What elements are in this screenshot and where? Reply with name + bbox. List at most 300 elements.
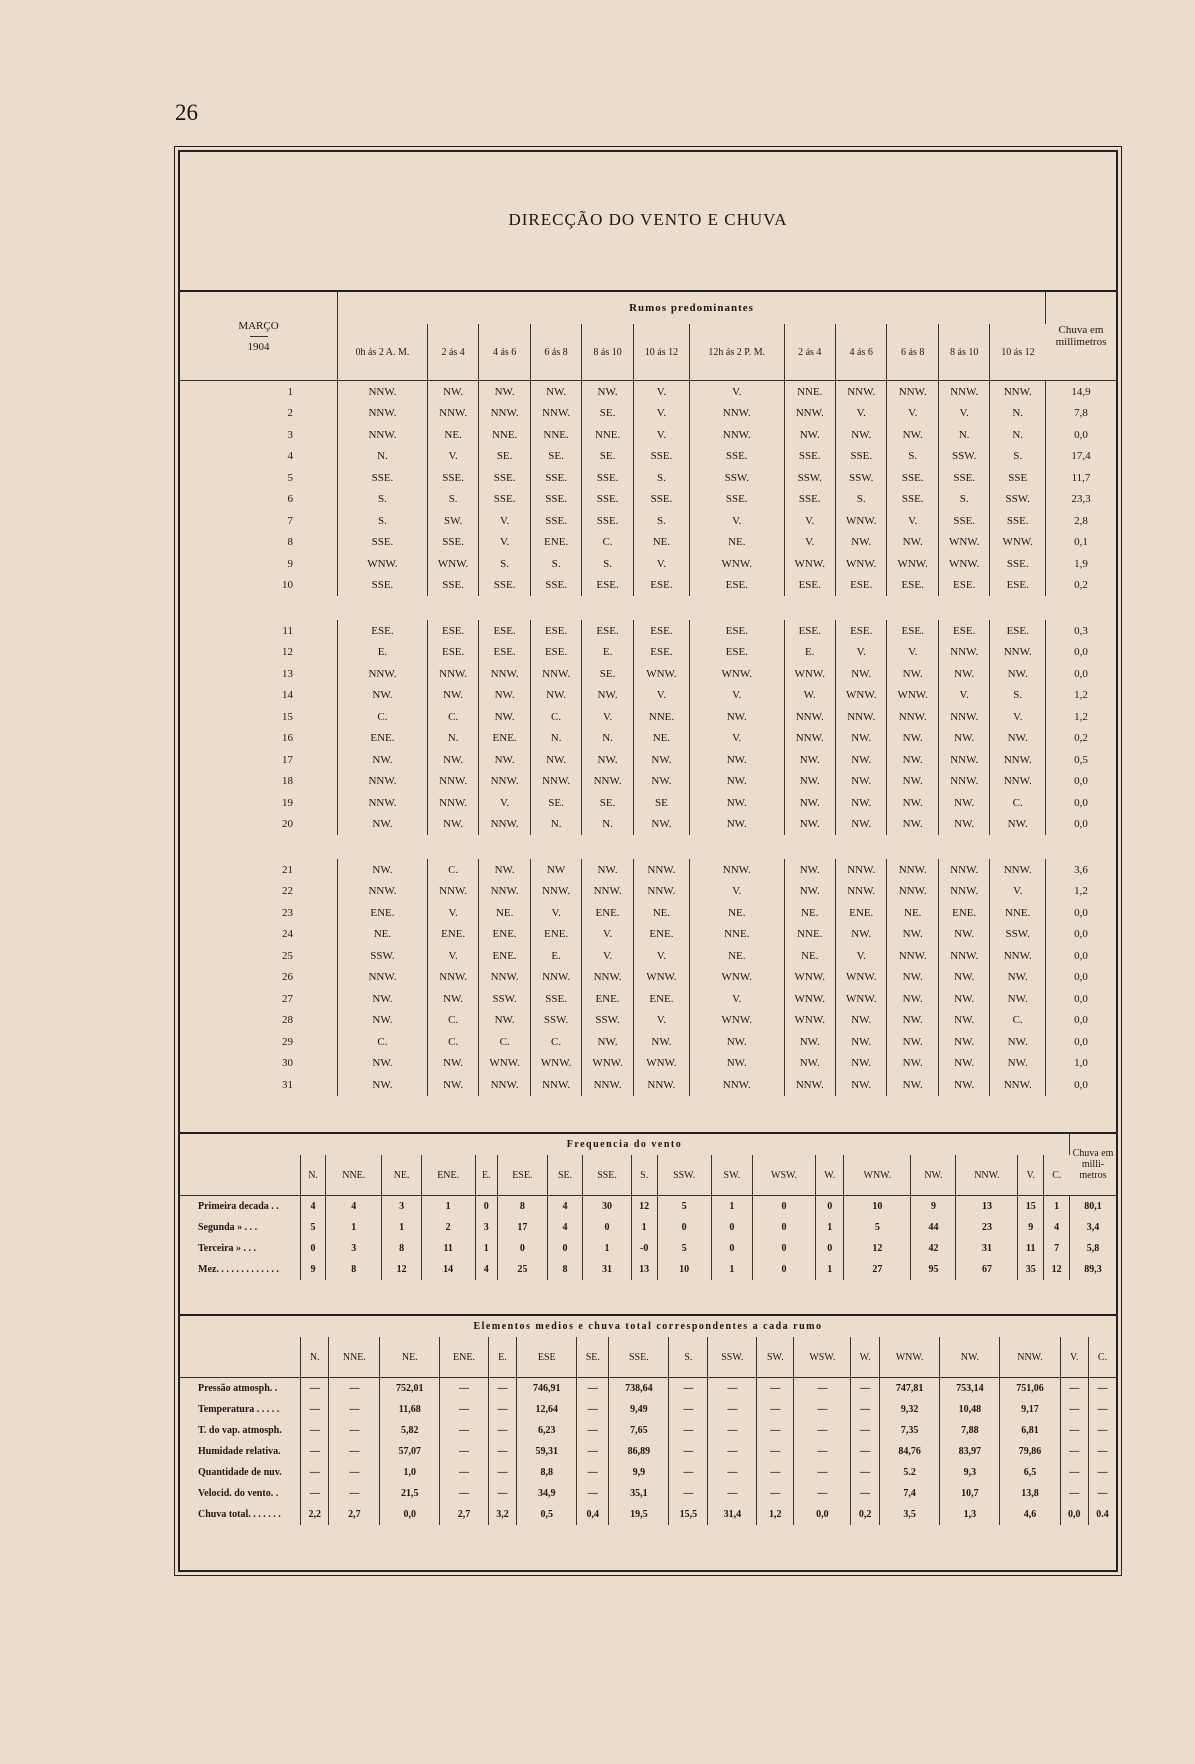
direction-cell: NW. [784, 792, 835, 814]
table-row [180, 685, 1116, 707]
direction-cell: ESE. [784, 620, 835, 642]
elem-col-header: ENE. [440, 1337, 488, 1378]
direction-cell: NW. [835, 1010, 886, 1032]
direction-cell: NW. [784, 771, 835, 793]
elem-cell: 7,4 [879, 1483, 940, 1504]
elem-cell: — [488, 1441, 516, 1462]
direction-cell: ESE. [582, 575, 633, 597]
elem-cell: — [329, 1441, 380, 1462]
direction-cell: NW. [887, 663, 938, 685]
direction-cell: NE. [633, 902, 689, 924]
direction-cell: NE. [784, 902, 835, 924]
elem-corner [180, 1337, 301, 1378]
elem-cell: — [440, 1399, 488, 1420]
freq-cell: 1 [711, 1196, 752, 1218]
elem-cell: — [1060, 1399, 1088, 1420]
direction-cell: S. [582, 553, 633, 575]
day-cell: 23 [180, 902, 338, 924]
direction-cell: SSE. [427, 532, 478, 554]
table-row [180, 814, 1116, 836]
row-label: Temperatura . . . . . [180, 1399, 301, 1420]
direction-cell: NNW. [530, 663, 581, 685]
direction-cell: V. [479, 532, 530, 554]
direction-cell: SSE. [530, 489, 581, 511]
direction-cell: SSE. [835, 446, 886, 468]
elem-cell: — [1097, 1467, 1108, 1478]
direction-cell: NNW. [633, 881, 689, 903]
direction-cell: C. [990, 1010, 1046, 1032]
elem-col-header: NNE. [329, 1337, 380, 1378]
direction-cell: V. [479, 792, 530, 814]
direction-cell: SSE. [338, 575, 428, 597]
freq-col-header: C. [1044, 1155, 1070, 1196]
direction-cell: WNW. [582, 1053, 633, 1075]
freq-col-header: W. [816, 1155, 844, 1196]
direction-cell: NW. [338, 859, 428, 881]
direction-cell: WNW. [633, 663, 689, 685]
page-number: 26 [175, 100, 198, 125]
elem-cell: 86,89 [609, 1441, 669, 1462]
direction-cell: N. [582, 728, 633, 750]
direction-cell: WNW. [427, 553, 478, 575]
elem-cell: — [794, 1378, 851, 1400]
day-cell: 19 [180, 792, 338, 814]
elem-cell: — [851, 1441, 879, 1462]
elem-cell: — [577, 1378, 609, 1400]
direction-cell: NW. [784, 881, 835, 903]
elem-cell: — [301, 1378, 329, 1400]
elem-cell: 9,49 [609, 1399, 669, 1420]
direction-cell: WNW. [835, 510, 886, 532]
direction-cell: SE. [582, 446, 633, 468]
day-cell: 6 [180, 489, 338, 511]
direction-cell: V. [690, 381, 784, 403]
direction-cell: ENE. [530, 924, 581, 946]
direction-cell: NW. [938, 1053, 989, 1075]
direction-cell: SSW. [990, 489, 1046, 511]
direction-cell: ESE. [990, 575, 1046, 597]
direction-cell: WNW. [887, 685, 938, 707]
direction-cell: NNW. [887, 381, 938, 403]
rain-cell: 1,0 [1074, 1057, 1088, 1070]
table-row [180, 902, 1116, 924]
elem-cell: 4,6 [1000, 1504, 1060, 1525]
freq-cell: 2 [421, 1217, 475, 1238]
table-row [180, 553, 1116, 575]
elem-cell: 7,65 [609, 1420, 669, 1441]
elem-col-header: NW. [940, 1337, 1000, 1378]
direction-cell: ESE. [633, 642, 689, 664]
direction-cell: V. [633, 381, 689, 403]
direction-cell: NNW. [582, 967, 633, 989]
freq-cell: 9 [1018, 1217, 1044, 1238]
elem-cell: — [440, 1378, 488, 1400]
elem-cell: 9,9 [609, 1462, 669, 1483]
direction-cell: NW. [887, 1010, 938, 1032]
elem-cell: — [757, 1420, 794, 1441]
direction-cell: NW. [479, 749, 530, 771]
direction-cell: V. [690, 728, 784, 750]
day-cell: 25 [180, 945, 338, 967]
direction-cell: NNW. [990, 1074, 1046, 1096]
freq-cell: 4 [547, 1196, 583, 1218]
direction-cell: NW. [530, 749, 581, 771]
direction-cell: NNW. [582, 771, 633, 793]
direction-cell: NNW. [479, 1074, 530, 1096]
elem-cell: 84,76 [879, 1441, 940, 1462]
direction-cell: S. [938, 489, 989, 511]
rain-cell: 0,5 [1074, 753, 1088, 766]
elem-cell: — [1097, 1404, 1108, 1415]
elem-cell: 21,5 [380, 1483, 440, 1504]
direction-cell: NW. [835, 792, 886, 814]
elem-cell: 2,2 [301, 1504, 329, 1525]
page-title: DIRECÇÃO DO VENTO E CHUVA [508, 210, 788, 229]
table-row [180, 967, 1116, 989]
direction-cell: NE. [887, 902, 938, 924]
direction-cell: NW. [835, 924, 886, 946]
elem-col-header: W. [851, 1337, 879, 1378]
direction-cell: WNW. [690, 553, 784, 575]
direction-cell: NNW. [479, 771, 530, 793]
table-row [180, 446, 1116, 468]
direction-cell: SSW. [582, 1010, 633, 1032]
direction-cell: NNW. [835, 881, 886, 903]
elem-cell: — [708, 1378, 757, 1400]
direction-cell: SSW. [530, 1010, 581, 1032]
elem-cell: 57,07 [380, 1441, 440, 1462]
elem-cell: — [329, 1399, 380, 1420]
elem-cell: 9,3 [940, 1462, 1000, 1483]
rain-cell: 3,6 [1074, 863, 1088, 876]
elem-cell: — [301, 1399, 329, 1420]
direction-cell: NNW. [479, 881, 530, 903]
direction-cell: WNW. [784, 967, 835, 989]
direction-cell: ENE. [479, 945, 530, 967]
elem-cell: — [1097, 1383, 1108, 1394]
direction-cell: NNW. [633, 1074, 689, 1096]
freq-col-header: NNE. [326, 1155, 382, 1196]
direction-cell: ESE. [633, 575, 689, 597]
freq-cell: 0 [711, 1238, 752, 1259]
freq-cell: 8 [382, 1238, 421, 1259]
elem-cell: 12,64 [517, 1399, 577, 1420]
freq-cell: 12 [631, 1196, 657, 1218]
direction-cell: V. [887, 642, 938, 664]
freq-col-header: ESE. [498, 1155, 548, 1196]
direction-cell: NW. [887, 988, 938, 1010]
direction-cell: NNW. [530, 1074, 581, 1096]
direction-cell: S. [633, 510, 689, 532]
day-cell: 4 [180, 446, 338, 468]
rain-cell: 0,0 [1074, 428, 1088, 441]
direction-cell: ESE. [690, 642, 784, 664]
elem-cell: 15,5 [669, 1504, 708, 1525]
elem-cell: — [851, 1420, 879, 1441]
freq-col-header: ENE. [421, 1155, 475, 1196]
direction-cell: V. [690, 510, 784, 532]
hour-header: 8 ás 10 [582, 324, 633, 381]
elem-col-header: N. [301, 1337, 329, 1378]
gap-cell [180, 596, 1116, 620]
direction-cell: NNW. [690, 403, 784, 425]
freq-col-header: NE. [382, 1155, 421, 1196]
direction-cell: V. [784, 532, 835, 554]
freq-col-header: SE. [547, 1155, 583, 1196]
table-row [180, 403, 1116, 425]
elem-cell: — [669, 1378, 708, 1400]
freq-col-header: S. [631, 1155, 657, 1196]
elem-cell: — [851, 1462, 879, 1483]
elements-title: Elementos medios e chuva total correspondentes a cada rumo [473, 1321, 823, 1332]
direction-cell: S. [479, 553, 530, 575]
day-cell: 26 [180, 967, 338, 989]
table-row [180, 988, 1116, 1010]
rumos-header: Rumos predominantes [338, 291, 1046, 324]
elem-cell: — [440, 1420, 488, 1441]
table-row [180, 510, 1116, 532]
freq-cell: 1 [475, 1238, 497, 1259]
freq-cell: 4 [301, 1196, 326, 1218]
freq-col-header: SSE. [583, 1155, 632, 1196]
direction-cell: NNE. [990, 902, 1046, 924]
day-cell: 31 [180, 1074, 338, 1096]
direction-cell: NW. [938, 967, 989, 989]
freq-cell: 30 [583, 1196, 632, 1218]
table-row [180, 642, 1116, 664]
elem-cell: 3,5 [879, 1504, 940, 1525]
freq-cell: 4 [547, 1217, 583, 1238]
direction-cell: ENE. [338, 902, 428, 924]
direction-cell: V. [784, 510, 835, 532]
direction-cell: ENE. [479, 728, 530, 750]
elem-cell: 11,68 [380, 1399, 440, 1420]
direction-cell: NW. [784, 749, 835, 771]
hour-header: 8 ás 10 [938, 324, 989, 381]
direction-cell: ESE. [938, 575, 989, 597]
direction-cell: ENE. [582, 988, 633, 1010]
rain-cell: 0,0 [1074, 1078, 1088, 1091]
direction-cell: NNW. [479, 403, 530, 425]
day-cell: 10 [180, 575, 338, 597]
direction-cell: N. [427, 728, 478, 750]
direction-cell: NW. [338, 1074, 428, 1096]
direction-cell: WNW. [690, 1010, 784, 1032]
rain-cell: 0,2 [1074, 732, 1088, 745]
direction-cell: ESE. [887, 575, 938, 597]
day-cell: 12 [180, 642, 338, 664]
elem-cell: 13,8 [1000, 1483, 1060, 1504]
freq-cell: 1 [583, 1238, 632, 1259]
direction-cell: NW. [784, 1031, 835, 1053]
direction-cell: NW. [427, 381, 478, 403]
direction-cell: SSE. [479, 489, 530, 511]
day-cell: 15 [180, 706, 338, 728]
direction-cell: ENE. [633, 988, 689, 1010]
freq-col-header: NNW. [956, 1155, 1018, 1196]
elem-col-header: V. [1060, 1337, 1088, 1378]
direction-cell: SSW. [990, 924, 1046, 946]
direction-cell: SSE. [990, 510, 1046, 532]
direction-cell: NE. [338, 924, 428, 946]
direction-cell: NW. [582, 1031, 633, 1053]
freq-cell: 8 [326, 1259, 382, 1280]
direction-cell: NW. [938, 988, 989, 1010]
freq-cell: 5 [657, 1196, 711, 1218]
elem-col-header: ESE [517, 1337, 577, 1378]
direction-cell: NW. [784, 424, 835, 446]
direction-cell: C. [990, 792, 1046, 814]
freq-col-header: SSW. [657, 1155, 711, 1196]
elem-cell: — [757, 1441, 794, 1462]
freq-cell: 3 [475, 1217, 497, 1238]
direction-cell: NNW. [582, 1074, 633, 1096]
direction-cell: WNW. [835, 988, 886, 1010]
row-label: Quantidade de nuv. [180, 1462, 301, 1483]
direction-cell: SSW. [690, 467, 784, 489]
direction-cell: NNE. [530, 424, 581, 446]
elem-col-header: SE. [577, 1337, 609, 1378]
direction-cell: SSE. [690, 446, 784, 468]
table-row [180, 1074, 1116, 1096]
frequency-header-row [180, 1155, 1116, 1196]
direction-cell: ESE. [338, 620, 428, 642]
freq-cell: 1 [711, 1259, 752, 1280]
direction-cell: NW. [338, 749, 428, 771]
direction-cell: SSE. [530, 988, 581, 1010]
elem-cell: — [669, 1399, 708, 1420]
direction-cell: NW. [938, 814, 989, 836]
rain-cell: 1,2 [1074, 689, 1088, 702]
direction-cell: NW. [530, 685, 581, 707]
elem-cell: 83,97 [940, 1441, 1000, 1462]
elem-cell: — [301, 1420, 329, 1441]
day-cell: 22 [180, 881, 338, 903]
direction-cell: NE. [690, 945, 784, 967]
direction-cell: NW [530, 859, 581, 881]
direction-cell: NNW. [990, 945, 1046, 967]
direction-cell: NW. [887, 967, 938, 989]
direction-cell: NNE. [633, 706, 689, 728]
direction-cell: SSE. [582, 510, 633, 532]
freq-cell: 1 [421, 1196, 475, 1218]
table-row [180, 1462, 1116, 1483]
direction-cell: NNW. [427, 771, 478, 793]
elements-table [180, 1314, 1116, 1525]
table-row [180, 663, 1116, 685]
hour-header: 2 ás 4 [427, 324, 478, 381]
direction-cell: NW. [990, 728, 1046, 750]
direction-cell: V. [690, 685, 784, 707]
freq-col-header: V. [1018, 1155, 1044, 1196]
elem-cell: — [488, 1399, 516, 1420]
direction-cell: NW. [338, 814, 428, 836]
table-row [180, 706, 1116, 728]
direction-cell: NW. [835, 424, 886, 446]
direction-cell: V. [990, 881, 1046, 903]
elem-cell: — [1097, 1446, 1108, 1457]
direction-cell: NW. [887, 1031, 938, 1053]
direction-cell: NW. [990, 663, 1046, 685]
elem-cell: — [329, 1420, 380, 1441]
freq-cell: 1 [326, 1217, 382, 1238]
hour-header: 4 ás 6 [835, 324, 886, 381]
freq-cell: 4 [1044, 1217, 1070, 1238]
direction-cell: SSE. [427, 575, 478, 597]
freq-cell: 0 [816, 1196, 844, 1218]
table-row [180, 1441, 1116, 1462]
direction-cell: NW. [690, 771, 784, 793]
direction-cell: NNW. [530, 771, 581, 793]
direction-cell: C. [582, 532, 633, 554]
row-label: Velocid. do vento. . [180, 1483, 301, 1504]
freq-cell: 0 [752, 1217, 815, 1238]
elem-cell: — [1097, 1488, 1108, 1499]
elem-cell: — [488, 1420, 516, 1441]
direction-cell: ESE. [835, 575, 886, 597]
freq-cell: 44 [911, 1217, 956, 1238]
table-row [180, 424, 1116, 446]
elem-cell: 79,86 [1000, 1441, 1060, 1462]
direction-cell: SSE. [582, 467, 633, 489]
direction-cell: S. [338, 489, 428, 511]
freq-cell: 15 [1018, 1196, 1044, 1218]
direction-cell: NNW. [990, 859, 1046, 881]
direction-cell: NW. [690, 706, 784, 728]
direction-cell: W. [784, 685, 835, 707]
direction-cell: NNW. [938, 771, 989, 793]
direction-cell: C. [530, 706, 581, 728]
elem-cell: — [1060, 1462, 1088, 1483]
direction-cell: SSE. [887, 489, 938, 511]
direction-cell: ESE. [887, 620, 938, 642]
elem-cell: — [669, 1441, 708, 1462]
rain-cell: 17,4 [1071, 450, 1091, 463]
rain-cell: 0,0 [1074, 971, 1088, 984]
direction-cell: S. [338, 510, 428, 532]
day-cell: 16 [180, 728, 338, 750]
freq-cell: 0 [475, 1196, 497, 1218]
direction-cell: SSE. [530, 467, 581, 489]
elem-cell: 752,01 [380, 1378, 440, 1400]
direction-cell: E. [338, 642, 428, 664]
direction-cell: NNW. [784, 706, 835, 728]
direction-cell: NW. [784, 1053, 835, 1075]
row-label: Humidade relativa. [180, 1441, 301, 1462]
rain-cell: 0,0 [1074, 949, 1088, 962]
day-cell: 11 [180, 620, 338, 642]
elem-cell: — [1097, 1425, 1108, 1436]
table-row [180, 489, 1116, 511]
elem-cell: 1,2 [757, 1504, 794, 1525]
direction-cell: NW. [582, 859, 633, 881]
direction-cell: E. [784, 642, 835, 664]
rain-cell: 0,0 [1074, 906, 1088, 919]
direction-cell: SW. [427, 510, 478, 532]
direction-cell: NW. [479, 859, 530, 881]
freq-cell: 0 [301, 1238, 326, 1259]
direction-cell: NW. [690, 749, 784, 771]
elem-cell: — [1060, 1441, 1088, 1462]
hour-header: 0h ás 2 A. M. [338, 324, 428, 381]
direction-cell: NW. [633, 1031, 689, 1053]
freq-cell: 12 [844, 1238, 911, 1259]
direction-cell: NNW. [887, 859, 938, 881]
freq-cell: 1 [816, 1217, 844, 1238]
freq-cell: 9 [911, 1196, 956, 1218]
direction-cell: NW. [887, 532, 938, 554]
elem-cell: — [851, 1399, 879, 1420]
